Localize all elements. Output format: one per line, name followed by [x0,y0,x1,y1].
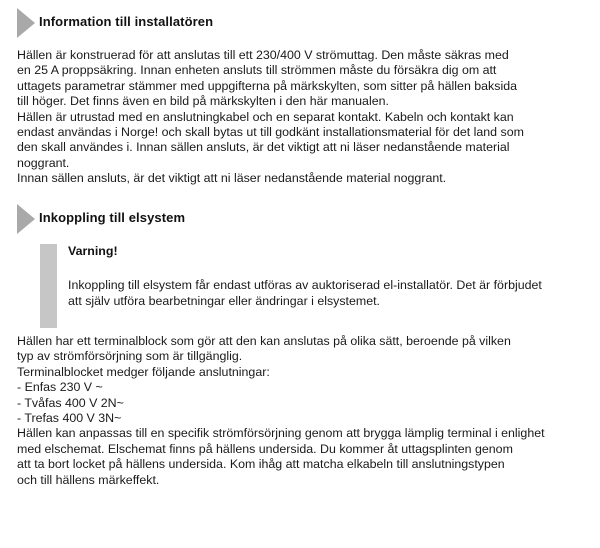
text-line: Inkoppling till elsystem får endast utföras av auktoriserad el-installatör. Det är förbjudet [68,278,542,292]
text-line: Hällen kan anpassas till en specifik strömförsörjning genom att brygga lämplig terminal i enlighet [17,426,545,441]
text-line: Hällen är utrustad med en anslutningkabel och en separat kontakt. Kabeln och kontakt kan [17,109,514,124]
text-line: Terminalblocket medger följande anslutningar: [17,364,270,379]
text-line: och till hällens märkeffekt. [17,472,160,487]
warning-sidebar-bar [40,244,57,328]
section-heading-installer-info [17,8,577,38]
installer-info-paragraph [17,48,583,187]
list-item: - Trefas 400 V 3N~ [17,411,122,426]
list-item: - Enfas 230 V ~ [17,380,103,395]
triangle-bullet-icon [17,8,35,38]
triangle-bullet-icon [17,204,35,234]
section-heading-electrical-connection [17,204,577,234]
text-line: att ta bort locket på hällens undersida. Kom ihåg att matcha elkabeln till anslutningstypen [17,457,505,472]
text-line: Innan sällen ansluts, är det viktigt att ni läser nedanstående material noggrant. [17,171,447,186]
text-line: Hällen har ett terminalblock som gör att den kan anslutas på olika sätt, beroende på vilken [17,334,511,348]
section-title: Inkoppling till elsystem [39,210,186,225]
text-line: att själv utföra bearbetningar eller ändringar i elsystemet. [68,294,380,308]
text-line: typ av strömförsörjning som är tillgänglig. [17,349,243,364]
warning-title: Varning! [68,244,118,258]
text-line: endast användas i Norge! och skall bytas ut till godkänt installationsmaterial för det land som [17,125,524,140]
list-item: - Tvåfas 400 V 2N~ [17,395,124,410]
text-line: den skall användes i. Innan sällen ansluts, är det viktigt att ni läser nedanstående material [17,140,510,155]
text-line: en 25 A proppsäkring. Innan enheten ansluts till strömmen måste du försäkra dig om att [17,63,497,78]
text-line: till höger. Det finns även en bild på märkskylten i den här manualen. [17,94,389,109]
text-line: uttagets parametrar stämmer med uppgifterna på märkskylten, som sitter på hällen baksida [17,78,517,93]
warning-text [68,277,588,309]
section-title: Information till installatören [39,14,214,29]
text-line: med elschemat. Elschemat finns på hällens undersida. Du kommer åt uttagsplinten genom [17,441,513,456]
text-line: noggrant. [17,155,70,170]
electrical-connection-paragraph [17,334,583,488]
text-line: Hällen är konstruerad för att anslutas till ett 230/400 V strömuttag. Den måste säkras med [17,48,509,62]
